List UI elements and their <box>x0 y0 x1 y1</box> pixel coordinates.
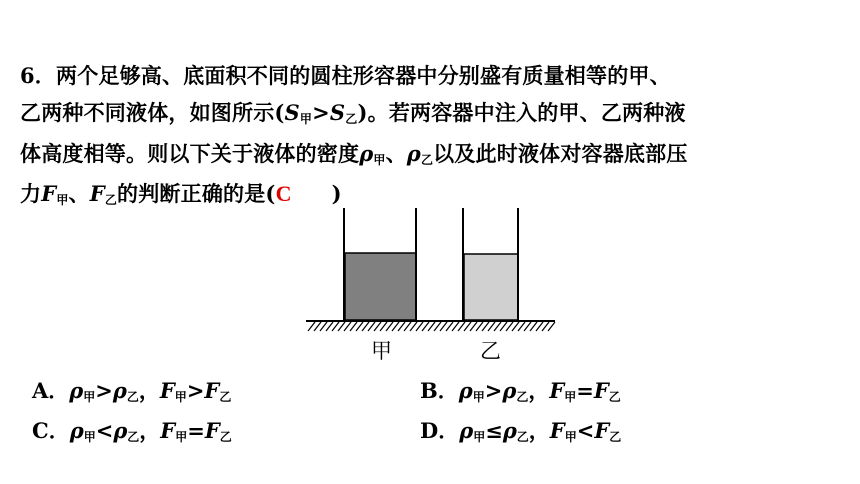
close-paren: ) <box>331 181 342 206</box>
question-text-4b: 的判断正确的是( <box>117 181 276 206</box>
option-b: B．$\rho_甲>\rho_乙$，$F_甲=F_乙$ <box>420 378 621 404</box>
question-text-2b: )。若两容器中注入的甲、乙两种液 <box>357 100 686 125</box>
subscript-jia: 甲 <box>373 153 386 167</box>
ground-hatch-line <box>326 322 333 331</box>
subscript-yi: 乙 <box>104 193 118 207</box>
ground-hatch-line <box>464 322 471 331</box>
question-text-3b: 以及此时液体对容器底部压 <box>433 141 688 166</box>
ground-hatch-line <box>518 322 525 331</box>
ground-hatch-line <box>542 322 549 331</box>
ground-hatch-line <box>440 322 447 331</box>
ground-hatch-line <box>548 322 555 331</box>
ground-hatch-line <box>332 322 339 331</box>
ground-hatch-line <box>344 322 351 331</box>
separator: 、 <box>68 181 90 206</box>
ground-hatch-line <box>308 322 315 331</box>
liquid-yi <box>464 254 518 320</box>
ground-hatch-line <box>350 322 357 331</box>
question-text-2a: 乙两种不同液体，如图所示( <box>20 100 285 125</box>
ground-hatch-line <box>314 322 321 331</box>
symbol-s-jia: S <box>284 100 300 125</box>
ground-hatch-line <box>422 322 429 331</box>
ground-surface <box>306 321 555 331</box>
ground-hatch-line <box>482 322 489 331</box>
question-text-4a: 力 <box>20 181 42 206</box>
label-jia: 甲 <box>371 339 392 363</box>
ground-hatch-line <box>500 322 507 331</box>
ground-hatch-line <box>512 322 519 331</box>
ground-hatch-line <box>488 322 495 331</box>
subscript-jia: 甲 <box>56 193 69 207</box>
ground-hatch-line <box>458 322 465 331</box>
ground-hatch-line <box>368 322 375 331</box>
ground-hatch-line <box>320 322 327 331</box>
question-text-3a: 体高度相等。则以下关于液体的密度 <box>20 141 360 166</box>
ground-hatch-line <box>524 322 531 331</box>
ground-hatch-line <box>386 322 393 331</box>
ground-hatch-line <box>362 322 369 331</box>
question-text-1: 6．两个足够高、底面积不同的圆柱形容器中分别盛有质量相等的甲、 <box>20 63 671 88</box>
ground-hatch-line <box>416 322 423 331</box>
subscript-yi: 乙 <box>345 112 358 126</box>
ground-hatch-line <box>374 322 381 331</box>
liquid-jia <box>345 253 416 320</box>
label-yi: 乙 <box>480 339 501 363</box>
ground-hatch-line <box>506 322 513 331</box>
option-c: C．$\rho_甲<\rho_乙$，$F_甲=F_乙$ <box>32 418 232 444</box>
ground-hatch-line <box>392 322 399 331</box>
answer-mark: C <box>275 181 292 206</box>
subscript-jia: 甲 <box>299 112 313 126</box>
option-a: A．$\rho_甲>\rho_乙$，$F_甲>F_乙$ <box>32 378 232 404</box>
option-d: D．$\rho_甲\le\rho_乙$，$F_甲<F_乙$ <box>420 418 622 444</box>
ground-hatch-line <box>476 322 483 331</box>
symbol-s-yi: S <box>329 100 346 125</box>
ground-hatch-line <box>380 322 387 331</box>
separator: 、 <box>385 141 407 166</box>
ground-hatch-line <box>530 322 537 331</box>
ground-hatch-line <box>398 322 405 331</box>
ground-hatch-line <box>470 322 477 331</box>
subscript-yi: 乙 <box>420 153 434 167</box>
ground-hatch-line <box>446 322 453 331</box>
ground-hatch-line <box>404 322 411 331</box>
ground-hatch-line <box>410 322 417 331</box>
ground-hatch-line <box>338 322 345 331</box>
greater-sign: > <box>312 100 330 125</box>
ground-hatch-line <box>356 322 363 331</box>
ground-hatch-line <box>494 322 501 331</box>
ground-hatch-line <box>536 322 543 331</box>
symbol-rho-yi: ρ <box>406 141 421 166</box>
symbol-rho-jia: ρ <box>359 141 374 166</box>
ground-hatch-line <box>434 322 441 331</box>
symbol-f-jia: F <box>41 181 57 206</box>
ground-hatch-line <box>428 322 435 331</box>
symbol-f-yi: F <box>89 181 105 206</box>
ground-hatch-line <box>452 322 459 331</box>
